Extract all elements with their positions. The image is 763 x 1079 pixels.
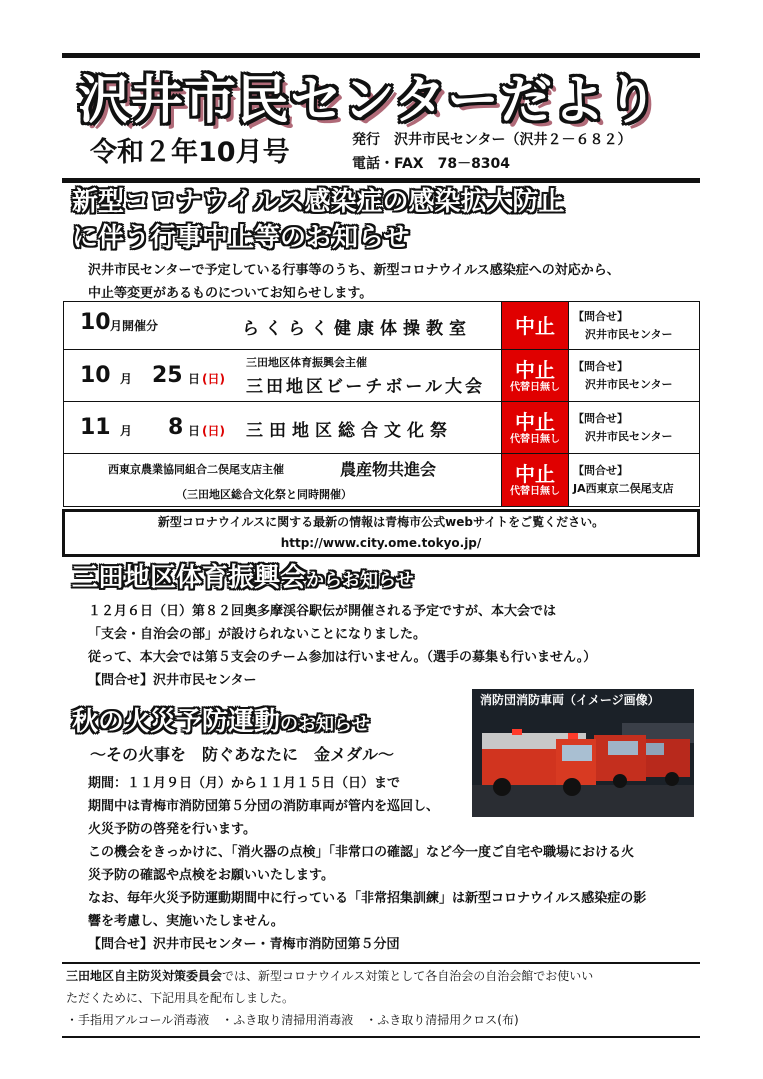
event-name: 農産物共進会 <box>340 460 437 479</box>
event-day: 8 <box>168 415 184 440</box>
publisher-info <box>352 128 631 176</box>
fire-line-3: 火災予防の啓発を行います。 <box>88 822 256 837</box>
event-day-unit: 日 <box>188 424 201 438</box>
sports-line-1: １２月６日（日）第８２回奥多摩渓谷駅伝が開催される予定ですが、本大会では <box>88 604 557 619</box>
covid-title-1: 新型コロナウイルス感染症の感染拡大防止 <box>72 187 565 217</box>
status-note: 代替日無し <box>510 381 560 393</box>
disaster-line-1 <box>66 965 696 987</box>
inquiry-to: JA西東京二俣尾支店 <box>573 482 674 495</box>
info-url-link[interactable]: http://www.city.ome.tokyo.jp/ <box>280 536 482 550</box>
event-cell <box>64 350 502 402</box>
event-host: 西東京農業協同組合二俣尾支店主催 <box>108 463 284 476</box>
inquiry-cell <box>569 350 700 402</box>
publisher-line: 発行 沢井市民センター（沢井２－６８２） <box>352 132 632 148</box>
masthead-title: 沢井市民センターだより <box>78 71 659 131</box>
issue-date: 令和２年10月号 <box>90 137 290 168</box>
status-note: 代替日無し <box>510 486 560 497</box>
status-label: 中止 <box>515 357 555 382</box>
status-label: 中止 <box>515 462 555 486</box>
fire-line-5: 災予防の確認や点検をお願いいたします。 <box>88 868 334 883</box>
contact-line: 電話・FAX 78－8304 <box>352 156 511 172</box>
event-day: 25 <box>152 363 183 388</box>
event-sub: （三田地区総合文化祭と同時開催） <box>176 488 352 501</box>
event-cell <box>64 402 502 454</box>
fire-title <box>72 704 369 743</box>
inquiry-cell <box>569 302 700 350</box>
covid-intro-line-1: 沢井市民センターで予定している行事等のうち、新型コロナウイルス感染症への対応から、 <box>88 263 620 278</box>
event-name: 三田地区総合文化祭 <box>246 421 453 441</box>
status-badge <box>502 350 569 402</box>
inquiry-label: 【問合せ】 <box>573 464 628 477</box>
sports-title <box>72 560 413 599</box>
table-row <box>64 454 700 507</box>
sports-line-2: 「支会・自治会の部」が設けられないことになりました。 <box>88 627 427 642</box>
fire-line-6: なお、毎年火災予防運動期間中に行っている「非常招集訓練」は新型コロナウイルス感染症の影 <box>88 891 647 906</box>
covid-title-2: に伴う行事中止等のお知らせ <box>72 223 410 253</box>
header-bottom-rule <box>62 178 700 183</box>
status-label: 中止 <box>515 409 555 434</box>
disaster-notice <box>66 965 696 1031</box>
event-month-unit: 月 <box>120 372 133 386</box>
sports-title-main: 三田地区体育振興会 <box>72 563 307 593</box>
fire-line-1: 期間：１１月９日（月）から１１月１５日（日）まで <box>88 776 401 791</box>
inquiry-cell <box>569 454 700 507</box>
event-weekday: (日) <box>202 424 225 438</box>
fire-body <box>88 772 646 956</box>
disaster-text-1: では、新型コロナウイルス対策として各自治会の自治会館でお使いい <box>222 969 594 983</box>
events-table <box>63 301 700 507</box>
footer-rule <box>62 962 700 964</box>
event-weekday: (日) <box>202 372 225 386</box>
disaster-items: ・手指用アルコール消毒液 ・ふき取り清掃用消毒液 ・ふき取り清掃用クロス(布) <box>66 1013 519 1027</box>
fire-slogan: ～その火事を 防ぐあなたに 金メダル～ <box>90 745 395 764</box>
status-note: 代替日無し <box>510 433 560 445</box>
fire-line-7: 響を考慮し、実施いたしません。 <box>88 914 284 929</box>
sports-inquiry: 【問合せ】沢井市民センター <box>88 673 257 688</box>
event-day-unit: 日 <box>188 372 201 386</box>
sports-title-suffix: からお知らせ <box>306 570 414 591</box>
status-badge <box>502 402 569 454</box>
sports-body <box>88 600 596 692</box>
info-text: 新型コロナウイルスに関する最新の情報は青梅市公式webサイトをご覧ください。 <box>157 515 605 529</box>
status-label: 中止 <box>515 313 555 338</box>
fire-inquiry: 【問合せ】沢井市民センター・青梅市消防団第５分団 <box>88 937 400 952</box>
inquiry-to: 沢井市民センター <box>585 377 673 391</box>
event-month: 10 <box>80 363 111 388</box>
photo-caption: 消防団消防車両（イメージ画像） <box>480 693 660 707</box>
table-row <box>64 350 700 402</box>
inquiry-label: 【問合せ】 <box>573 359 628 373</box>
disaster-line-2: ただくために、下記用具を配布しました。 <box>66 991 295 1005</box>
table-row <box>64 402 700 454</box>
inquiry-to: 沢井市民センター <box>585 327 673 341</box>
event-month: 10 <box>80 310 111 335</box>
inquiry-label: 【問合せ】 <box>573 411 628 425</box>
event-host: 三田地区体育振興会主催 <box>246 356 367 369</box>
event-month-unit: 月 <box>120 424 133 438</box>
event-cell <box>64 454 502 507</box>
info-box <box>62 509 700 557</box>
bottom-rule <box>62 1036 700 1038</box>
fire-title-main: 秋の火災予防運動 <box>72 707 281 737</box>
covid-intro-line-2: 中止等変更があるものについてお知らせします。 <box>88 286 373 301</box>
event-cell <box>64 302 502 350</box>
fire-line-4: この機会をきっかけに、「消火器の点検」「非常口の確認」など今一度ご自宅や職場における火 <box>88 845 635 860</box>
disaster-org: 三田地区自主防災対策委員会 <box>66 969 223 983</box>
inquiry-label: 【問合せ】 <box>573 309 628 323</box>
status-badge <box>502 454 569 507</box>
event-name: 三田地区ビーチボール大会 <box>246 377 485 397</box>
fire-title-suffix: のお知らせ <box>280 714 370 735</box>
inquiry-to: 沢井市民センター <box>585 429 673 443</box>
fire-line-2: 期間中は青梅市消防団第５分団の消防車両が管内を巡回し、 <box>88 799 440 814</box>
event-month: 11 <box>80 415 111 440</box>
inquiry-cell <box>569 402 700 454</box>
table-row <box>64 302 700 350</box>
event-month-unit: 月開催分 <box>110 319 159 333</box>
covid-intro <box>88 259 620 305</box>
event-name: らくらく健康体操教室 <box>242 319 472 339</box>
status-badge <box>502 302 569 350</box>
sports-line-3: 従って、本大会では第５支会のチーム参加は行いません。（選手の募集も行いません。） <box>88 650 597 665</box>
